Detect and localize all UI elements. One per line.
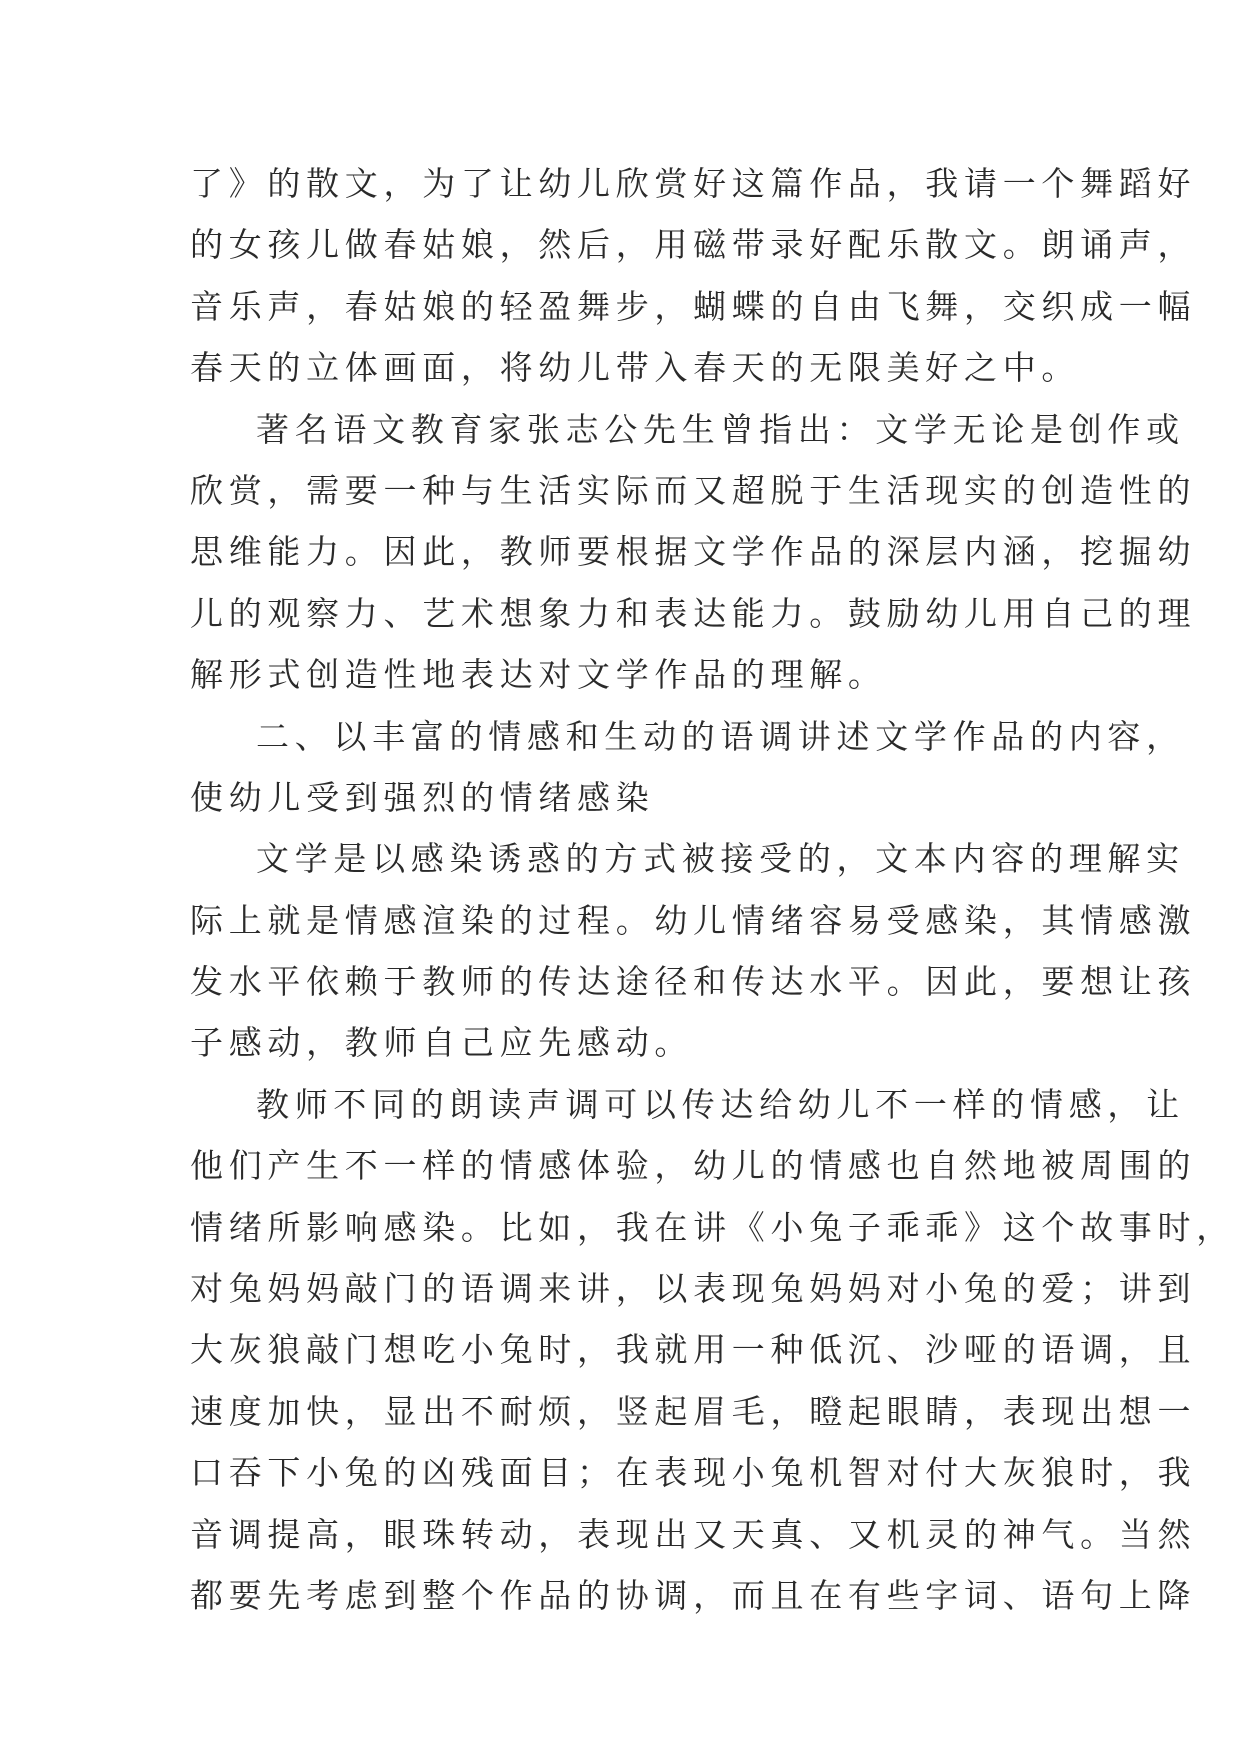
text-line: 音调提高，眼珠转动，表现出又天真、又机灵的神气。当然: [190, 1514, 1197, 1554]
text-line: 了》的散文，为了让幼儿欣赏好这篇作品，我请一个舞蹈好: [190, 164, 1197, 203]
text-line: 都要先考虑到整个作品的协调，而且在有些字词、语句上降: [190, 1575, 1197, 1615]
text-line: 情绪所影响感染。比如，我在讲《小兔子乖乖》这个故事时，: [190, 1207, 1235, 1247]
text-line: 文学是以感染诱惑的方式被接受的，文本内容的理解实: [256, 839, 1185, 879]
text-line: 口吞下小兔的凶残面目；在表现小兔机智对付大灰狼时，我: [190, 1453, 1197, 1493]
text-line: 音乐声，春姑娘的轻盈舞步，蝴蝶的自由飞舞，交织成一幅: [190, 286, 1197, 326]
section-heading: 二、以丰富的情感和生动的语调讲述文学作品的内容，: [256, 716, 1185, 756]
text-line: 发水平依赖于教师的传达途径和传达水平。因此，要想让孩: [190, 962, 1197, 1002]
text-line: 对兔妈妈敲门的语调来讲，以表现兔妈妈对小兔的爱；讲到: [190, 1269, 1197, 1309]
text-line: 欣赏，需要一种与生活实际而又超脱于生活现实的创造性的: [190, 470, 1197, 510]
text-line: 教师不同的朗读声调可以传达给幼儿不一样的情感，让: [256, 1084, 1185, 1124]
text-line: 子感动，教师自己应先感动。: [190, 1023, 694, 1063]
text-line: 际上就是情感渲染的过程。幼儿情绪容易受感染，其情感激: [190, 900, 1197, 940]
text-line: 解形式创造性地表达对文学作品的理解。: [190, 655, 887, 695]
text-line: 大灰狼敲门想吃小兔时，我就用一种低沉、沙哑的语调，且: [190, 1330, 1197, 1370]
text-line: 春天的立体画面，将幼儿带入春天的无限美好之中。: [190, 348, 1081, 388]
text-line: 儿的观察力、艺术想象力和表达能力。鼓励幼儿用自己的理: [190, 593, 1197, 633]
body-text: [190, 153, 1235, 1626]
text-line: 他们产生不一样的情感体验，幼儿的情感也自然地被周围的: [190, 1146, 1197, 1186]
text-line: 著名语文教育家张志公先生曾指出：文学无论是创作或: [256, 409, 1185, 449]
text-line: 速度加快，显出不耐烦，竖起眉毛，瞪起眼睛，表现出想一: [190, 1391, 1197, 1431]
text-line: 思维能力。因此，教师要根据文学作品的深层内涵，挖掘幼: [190, 532, 1197, 572]
section-heading: 使幼儿受到强烈的情绪感染: [190, 777, 655, 817]
text-line: 的女孩儿做春姑娘，然后，用磁带录好配乐散文。朗诵声，: [190, 225, 1197, 265]
